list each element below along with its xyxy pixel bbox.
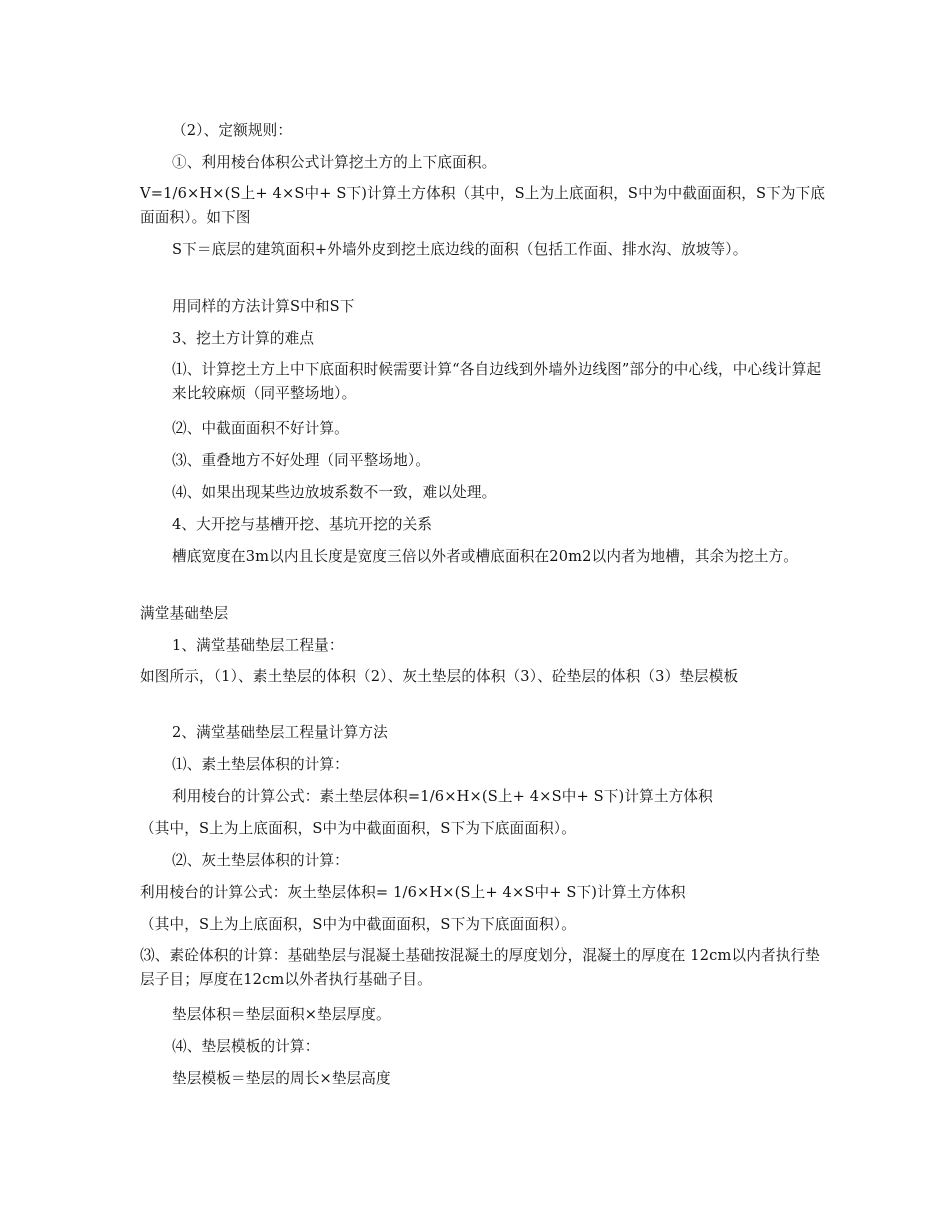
paragraph-cushion-formwork-formula: 垫层模板＝垫层的周长×垫层高度 [172, 1070, 391, 1087]
paragraph-lime-soil-note: （其中，S上为上底面积，S中为中截面面积，S下为下底面面积）。 [140, 916, 576, 933]
heading-cushion-quantity: 1、满堂基础垫层工程量： [172, 637, 344, 654]
paragraph-difficulty-4: ⑷、如果出现某些边放坡系数不一致，难以处理。 [172, 484, 497, 501]
paragraph-difficulty-2: ⑵、中截面面积不好计算。 [172, 420, 349, 437]
paragraph-plain-soil-formula: 利用棱台的计算公式：素土垫层体积=1/6×H×(S上+ 4×S中+ S下)计算土方体积 [172, 788, 713, 805]
paragraph-cushion-volume: 垫层体积＝垫层面积×垫层厚度。 [172, 1006, 391, 1023]
paragraph-frustum-formula: ①、利用棱台体积公式计算挖土方的上下底面积。 [172, 154, 497, 171]
paragraph-volume-formula: V=1/6×H×(S上+ 4×S中+ S下)计算土方体积（其中，S上为上底面积，S中为中截面面积，S下为下底面面积）。如下图 [140, 185, 826, 226]
paragraph-difficulty-3: ⑶、重叠地方不好处理（同平整场地）。 [172, 452, 431, 469]
paragraph-s-bottom-definition: S下＝底层的建筑面积+外墙外皮到挖土底边线的面积（包括工作面、排水沟、放坡等）。 [172, 241, 748, 258]
heading-lime-soil-cushion: ⑵、灰土垫层体积的计算： [172, 852, 349, 869]
paragraph-lime-soil-formula: 利用棱台的计算公式：灰土垫层体积= 1/6×H×(S上+ 4×S中+ S下)计算土方体积 [140, 884, 686, 901]
heading-raft-foundation-cushion: 满堂基础垫层 [140, 605, 229, 622]
paragraph-plain-concrete: ⑶、素砼体积的计算：基础垫层与混凝土基础按混凝土的厚度划分，混凝土的厚度在 12cm以内者执行垫层子目；厚度在12cm以外者执行基础子目。 [140, 947, 820, 988]
paragraph-difficulty-1: ⑴、计算挖土方上中下底面积时候需要计算“各自边线到外墙外边线图”部分的中心线，中心线计算起来比较麻烦（同平整场地）。 [172, 361, 822, 402]
section-heading-quota-rules: （2）、定额规则： [172, 122, 293, 139]
heading-cushion-calculation-method: 2、满堂基础垫层工程量计算方法 [172, 724, 388, 741]
heading-plain-soil-cushion: ⑴、素土垫层体积的计算： [172, 756, 349, 773]
paragraph-trench-definition: 槽底宽度在3m以内且长度是宽度三倍以外者或槽底面积在20m2以内者为地槽，其余为挖土方。 [172, 548, 798, 565]
heading-excavation-relationship: 4、大开挖与基槽开挖、基坑开挖的关系 [172, 516, 433, 533]
heading-cushion-formwork: ⑷、垫层模板的计算： [172, 1038, 320, 1055]
paragraph-cushion-items: 如图所示，（1）、素土垫层的体积（2）、灰土垫层的体积（3）、砼垫层的体积（3）垫层模板 [140, 668, 739, 685]
heading-excavation-difficulties: 3、挖土方计算的难点 [172, 330, 315, 347]
paragraph-plain-soil-note: （其中，S上为上底面积，S中为中截面面积，S下为下底面面积）。 [140, 820, 576, 837]
paragraph-same-method: 用同样的方法计算S中和S下 [172, 298, 355, 315]
